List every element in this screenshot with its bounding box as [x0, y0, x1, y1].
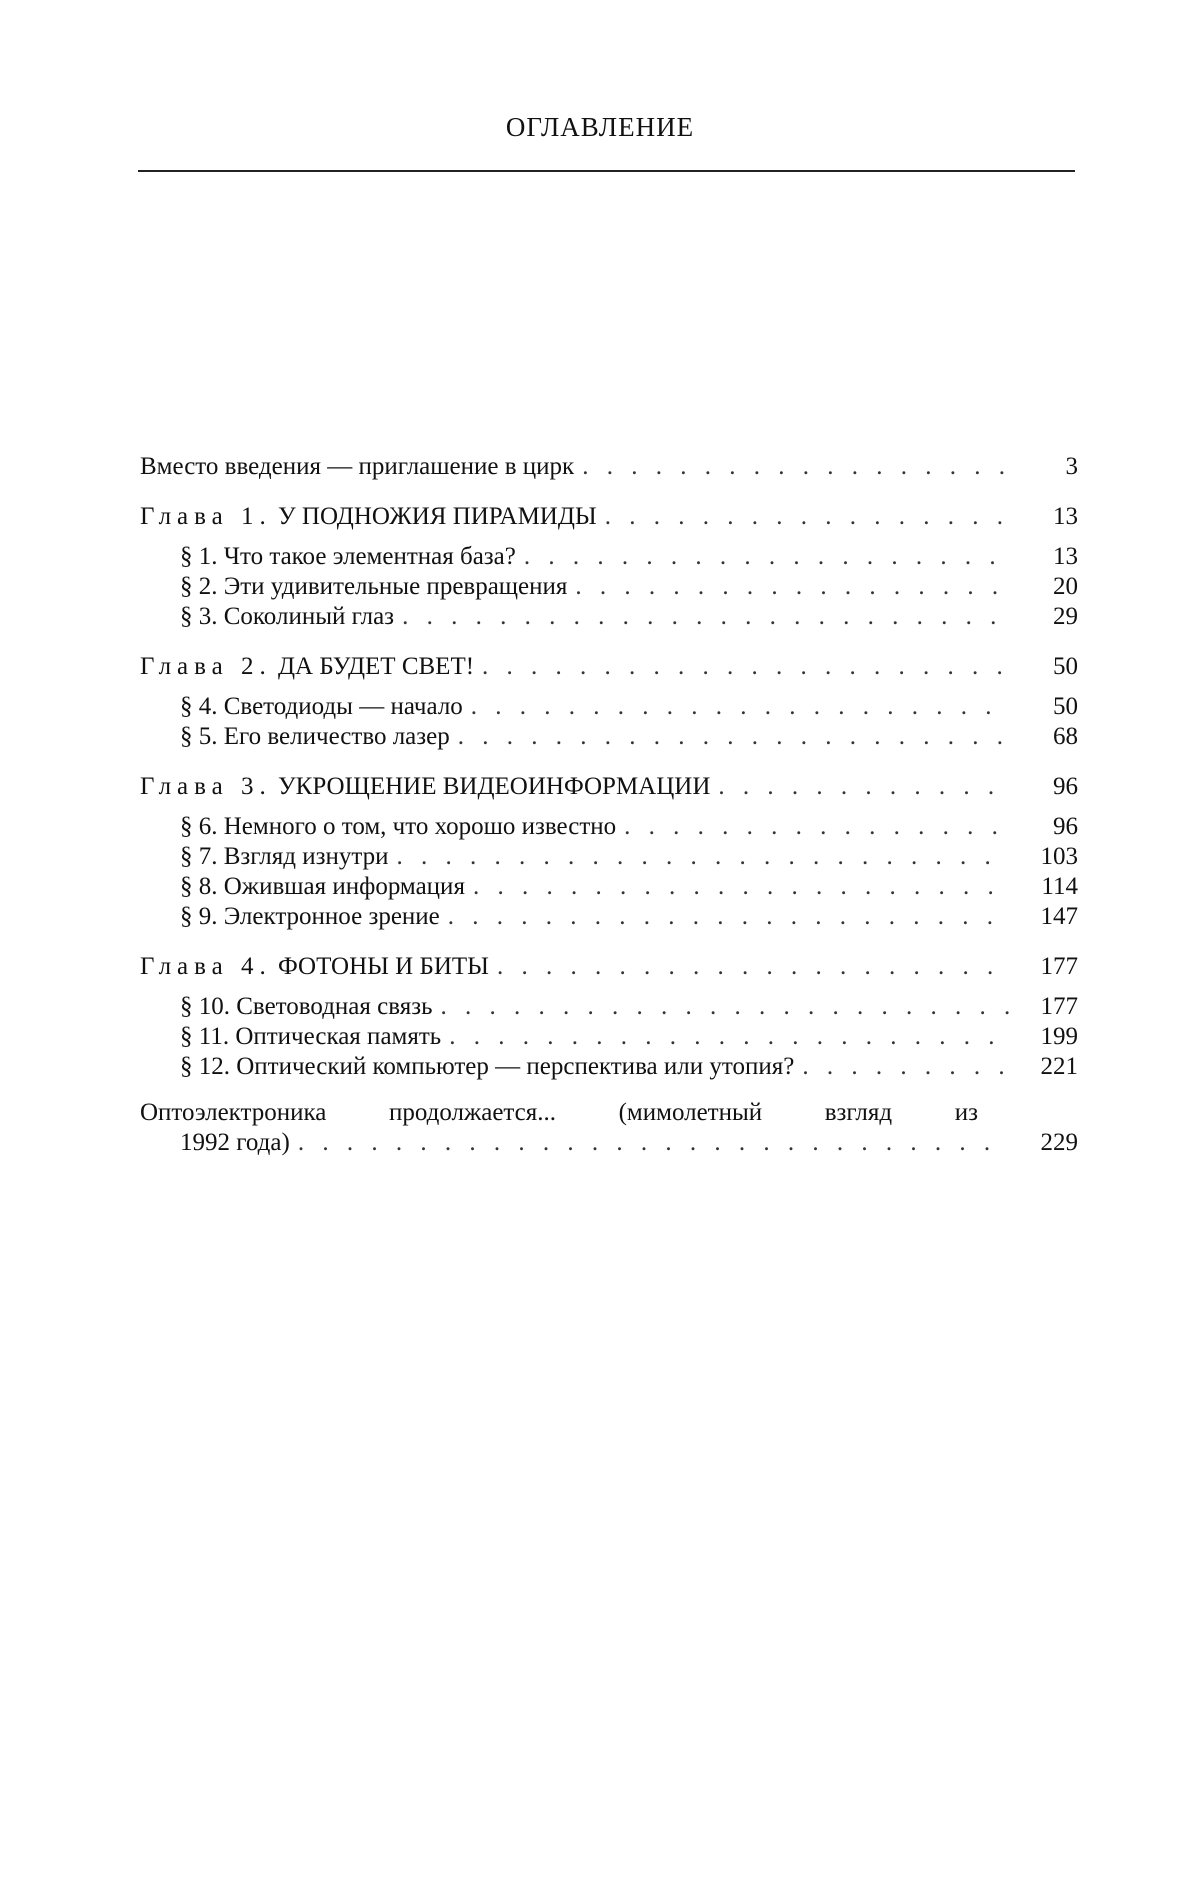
toc-page-number: 147	[1040, 903, 1078, 930]
toc-page-number: 13	[1053, 503, 1078, 530]
section-label: § 5. Его величество лазер	[180, 722, 458, 752]
toc-entry-label: Вместо введения — приглашение в цирк	[140, 452, 582, 482]
toc-chapter-3[interactable]	[140, 772, 1078, 802]
toc-chapter-2[interactable]	[140, 652, 1078, 682]
toc-page-number: 177	[1040, 993, 1078, 1020]
dot-leader	[718, 772, 1010, 802]
toc-page-number: 3	[1065, 453, 1078, 480]
toc-section-2[interactable]	[140, 572, 1078, 602]
toc-section-12[interactable]	[140, 1052, 1078, 1082]
chapter-title: УКРОЩЕНИЕ ВИДЕОИНФОРМАЦИИ	[277, 773, 711, 800]
dot-leader	[298, 1128, 1010, 1158]
dot-leader	[605, 502, 1010, 532]
toc-final-entry[interactable]	[140, 1098, 1078, 1158]
dot-leader	[802, 1052, 1010, 1082]
toc-page-number: 50	[1053, 693, 1078, 720]
section-label: § 9. Электронное зрение	[180, 902, 448, 932]
dot-leader	[473, 872, 1010, 902]
final-word: продолжается...	[388, 1099, 557, 1126]
dot-leader	[402, 602, 1010, 632]
chapter-title: ФОТОНЫ И БИТЫ	[277, 953, 489, 980]
dot-leader	[624, 812, 1010, 842]
section-label: § 1. Что такое элементная база?	[180, 542, 524, 572]
section-label: § 4. Светодиоды — начало	[180, 692, 471, 722]
toc-page-number: 96	[1053, 813, 1078, 840]
chapter-title: У ПОДНОЖИЯ ПИРАМИДЫ	[277, 503, 597, 530]
toc-page-number: 199	[1040, 1023, 1078, 1050]
final-entry-line-2	[140, 1128, 1078, 1158]
dot-leader	[575, 572, 1010, 602]
section-label: § 2. Эти удивительные превращения	[180, 572, 575, 602]
section-label: § 3. Соколиный глаз	[180, 602, 402, 632]
chapter-prefix: Глава 1.	[140, 503, 272, 530]
toc-section-6[interactable]	[140, 812, 1078, 842]
toc-section-3[interactable]	[140, 602, 1078, 632]
toc-section-8[interactable]	[140, 872, 1078, 902]
final-word: Оптоэлектроника	[140, 1099, 327, 1126]
toc-section-1[interactable]	[140, 542, 1078, 572]
chapter-title: ДА БУДЕТ СВЕТ!	[277, 653, 475, 680]
toc-page-number: 29	[1053, 603, 1078, 630]
toc-page-number: 229	[1040, 1129, 1078, 1156]
toc-chapter-4[interactable]	[140, 952, 1078, 982]
chapter-prefix: Глава 2.	[140, 653, 272, 680]
toc-page-number: 96	[1053, 773, 1078, 800]
toc-page-number: 20	[1053, 573, 1078, 600]
table-of-contents	[140, 452, 1078, 1158]
dot-leader	[471, 692, 1010, 722]
toc-page-number: 50	[1053, 653, 1078, 680]
dot-leader	[440, 992, 1010, 1022]
toc-page-number: 114	[1041, 873, 1078, 900]
toc-page-number: 13	[1053, 543, 1078, 570]
final-entry-label: 1992 года)	[180, 1128, 298, 1158]
toc-section-5[interactable]	[140, 722, 1078, 752]
section-label: § 12. Оптический компьютер — перспектива или утопия?	[180, 1052, 802, 1082]
dot-leader	[458, 722, 1010, 752]
header-rule	[138, 170, 1075, 172]
section-label: § 10. Световодная связь	[180, 992, 440, 1022]
page-title: ОГЛАВЛЕНИЕ	[505, 112, 695, 142]
toc-page-number: 221	[1040, 1053, 1078, 1080]
section-label: § 11. Оптическая память	[180, 1022, 449, 1052]
final-word: (мимолетный	[618, 1099, 763, 1126]
section-label: § 8. Ожившая информация	[180, 872, 473, 902]
chapter-prefix: Глава 3.	[140, 773, 272, 800]
toc-intro-entry[interactable]	[140, 452, 1078, 482]
dot-leader	[582, 452, 1010, 482]
dot-leader	[396, 842, 1010, 872]
final-word: из	[954, 1099, 978, 1126]
dot-leader	[524, 542, 1010, 572]
chapter-prefix: Глава 4.	[140, 953, 272, 980]
dot-leader	[482, 652, 1010, 682]
final-word: взгляд	[824, 1099, 893, 1126]
toc-chapter-1[interactable]	[140, 502, 1078, 532]
dot-leader	[497, 952, 1010, 982]
toc-page-number: 103	[1040, 843, 1078, 870]
dot-leader	[448, 902, 1010, 932]
toc-section-10[interactable]	[140, 992, 1078, 1022]
section-label: § 7. Взгляд изнутри	[180, 842, 396, 872]
toc-page-number: 177	[1040, 953, 1078, 980]
toc-section-4[interactable]	[140, 692, 1078, 722]
toc-section-9[interactable]	[140, 902, 1078, 932]
final-entry-line-1	[140, 1098, 978, 1128]
toc-page-number: 68	[1053, 723, 1078, 750]
dot-leader	[449, 1022, 1010, 1052]
toc-section-7[interactable]	[140, 842, 1078, 872]
section-label: § 6. Немного о том, что хорошо известно	[180, 812, 624, 842]
toc-section-11[interactable]	[140, 1022, 1078, 1052]
